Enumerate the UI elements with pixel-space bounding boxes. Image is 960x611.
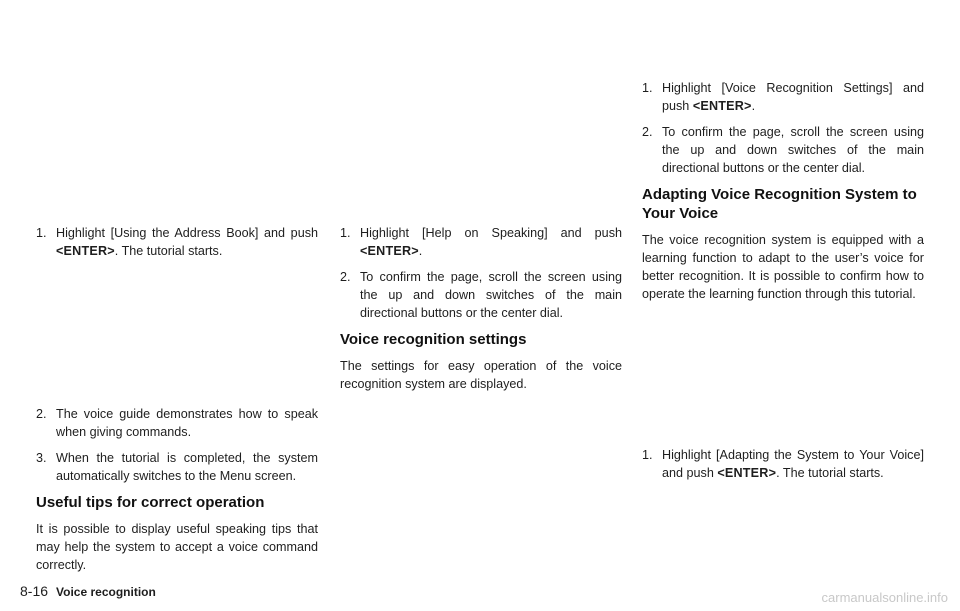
adapting-voice-heading: Adapting Voice Recognition System to Your Voice bbox=[642, 186, 917, 222]
page-footer bbox=[20, 583, 156, 599]
step-text: Highlight [Adapting the System to Your Voice] and push <ENTER>. The tutorial starts. bbox=[662, 448, 924, 480]
step-text: Highlight [Help on Speaking] and push <ENTER>. bbox=[360, 226, 622, 258]
page-number: 8-16 bbox=[20, 583, 49, 599]
useful-tips-body: It is possible to display useful speaking tips that may help the system to accept a voice command correctly. bbox=[36, 522, 318, 572]
step-number: 2. bbox=[340, 270, 351, 284]
step-text: The voice guide demonstrates how to speak when giving commands. bbox=[56, 407, 318, 439]
enter-key-label: <ENTER> bbox=[692, 99, 752, 113]
step-text: When the tutorial is completed, the system automatically switches to the Menu screen. bbox=[56, 451, 318, 483]
watermark: carmanualsonline.info bbox=[821, 590, 948, 605]
help-speaking-step-1 bbox=[340, 224, 622, 260]
section-name: Voice recognition bbox=[56, 585, 156, 599]
step-text: To confirm the page, scroll the screen using the up and down switches of the main directional buttons or the center dial. bbox=[662, 125, 924, 175]
step-number: 3. bbox=[36, 451, 47, 465]
tutorial-step-2 bbox=[36, 405, 318, 441]
voice-settings-body: The settings for easy operation of the voice recognition system are displayed. bbox=[340, 359, 622, 391]
recognition-settings-step-2 bbox=[642, 123, 924, 177]
enter-key-label: <ENTER> bbox=[56, 244, 115, 258]
adapting-system-steps bbox=[642, 446, 924, 482]
step-number: 1. bbox=[642, 448, 653, 462]
middle-column bbox=[340, 224, 622, 393]
adapting-system-step-1 bbox=[642, 446, 924, 482]
step-text: Highlight [Using the Address Book] and push <ENTER>. The tutorial starts. bbox=[56, 226, 318, 258]
step-number: 1. bbox=[36, 226, 47, 240]
left-column bbox=[36, 224, 318, 268]
tutorial-step-3 bbox=[36, 449, 318, 485]
enter-key-label: <ENTER> bbox=[360, 244, 419, 258]
adapting-voice-body: The voice recognition system is equipped with a learning function to adapt to the user’s voice for better recognition. It is possible to confirm how to operate the learning function through this tutorial. bbox=[642, 233, 924, 301]
left-column-lower bbox=[36, 405, 318, 574]
recognition-settings-steps bbox=[642, 79, 924, 177]
help-speaking-step-2 bbox=[340, 268, 622, 322]
tutorial-steps bbox=[36, 405, 318, 485]
address-book-step-1 bbox=[36, 224, 318, 260]
right-column bbox=[642, 79, 924, 303]
step-text: To confirm the page, scroll the screen using the up and down switches of the main directional buttons or the center dial. bbox=[360, 270, 622, 320]
help-speaking-steps bbox=[340, 224, 622, 322]
step-number: 2. bbox=[642, 125, 653, 139]
step-number: 1. bbox=[340, 226, 351, 240]
step-number: 2. bbox=[36, 407, 47, 421]
voice-settings-heading: Voice recognition settings bbox=[340, 331, 527, 348]
step-text: Highlight [Voice Recognition Settings] and push <ENTER>. bbox=[662, 81, 924, 113]
recognition-settings-step-1 bbox=[642, 79, 924, 115]
step-number: 1. bbox=[642, 81, 653, 95]
useful-tips-heading: Useful tips for correct operation bbox=[36, 494, 265, 511]
enter-key-label: <ENTER> bbox=[717, 466, 777, 480]
right-column-lower bbox=[642, 446, 924, 490]
address-book-steps bbox=[36, 224, 318, 260]
